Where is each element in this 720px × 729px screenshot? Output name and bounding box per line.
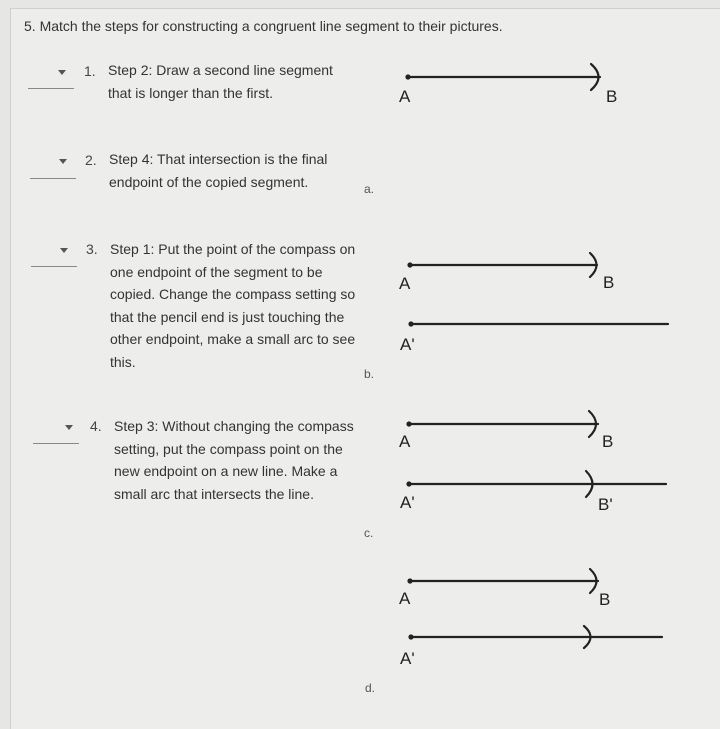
- label-b: B: [606, 87, 618, 106]
- figure-d: [410, 569, 662, 648]
- choice-label-d: d.: [365, 681, 376, 695]
- point-a: [407, 262, 412, 267]
- item-number-2: 2.: [85, 152, 97, 168]
- figure-b: [410, 253, 668, 324]
- point-a: [407, 578, 412, 583]
- label-a: A: [399, 432, 411, 451]
- figure-a: [408, 64, 600, 90]
- point-a: [406, 421, 411, 426]
- figure-c: [409, 411, 666, 497]
- item-text-3: Step 1: Put the point of the compass on one endpoint of the segment to be copied. Change the compass setting so that the pencil end is just touching the other endpoint, make a small arc to see this.: [110, 241, 356, 370]
- label-b-prime: B': [598, 495, 613, 514]
- label-a-prime: A': [400, 493, 415, 512]
- label-a-prime: A': [400, 335, 415, 354]
- point-a: [405, 74, 410, 79]
- point-a-prime: [408, 634, 413, 639]
- choice-label-b: b.: [364, 367, 375, 381]
- choice-label-a: a.: [364, 182, 375, 196]
- label-b: B: [602, 432, 614, 451]
- item-number-1: 1.: [84, 63, 96, 79]
- item-text-4: Step 3: Without changing the compass setting, put the compass point on the new endpoint on a new line. Make a small arc that intersects the line.: [114, 418, 354, 502]
- point-a-prime: [406, 481, 411, 486]
- item-number-4: 4.: [90, 418, 102, 434]
- item-number-3: 3.: [86, 241, 98, 257]
- label-a: A: [399, 274, 411, 293]
- question-title: 5. Match the steps for constructing a congruent line segment to their pictures.: [24, 18, 503, 34]
- label-a: A: [399, 589, 411, 608]
- point-a-prime: [408, 321, 413, 326]
- item-text-1: Step 2: Draw a second line segment that is longer than the first.: [108, 62, 333, 101]
- label-a-prime: A': [400, 649, 415, 668]
- label-b: B: [603, 273, 615, 292]
- label-b: B: [599, 590, 611, 609]
- item-text-2: Step 4: That intersection is the final endpoint of the copied segment.: [109, 151, 328, 190]
- choice-label-c: c.: [364, 526, 374, 540]
- label-a: A: [399, 87, 411, 106]
